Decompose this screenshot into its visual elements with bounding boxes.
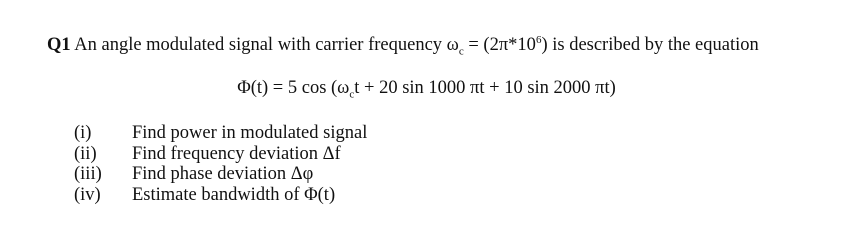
question-text-before: An angle modulated signal with carrier frequency ω xyxy=(70,35,459,55)
sub-question-1 xyxy=(74,123,367,144)
equation-text-after: t + 20 sin 1000 πt + 10 sin 2000 πt) xyxy=(354,78,616,98)
exponent-superscript: 6 xyxy=(535,33,542,46)
sub-question-text: Find phase deviation Δφ xyxy=(132,164,314,184)
sub-question-2 xyxy=(74,144,367,165)
equation-text-before: Φ(t) = 5 cos (ω xyxy=(237,78,350,98)
sub-question-number: (iii) xyxy=(74,164,102,184)
sub-question-text: Find frequency deviation Δf xyxy=(132,143,341,164)
carrier-subscript: c xyxy=(458,45,464,58)
sub-question-text: Find power in modulated signal xyxy=(132,123,368,143)
question-text-after: ) is described by the equation xyxy=(541,35,759,55)
sub-question-number: (i) xyxy=(74,123,92,143)
sub-question-4 xyxy=(74,185,367,206)
equation-subscript: c xyxy=(349,88,355,101)
sub-question-3 xyxy=(74,164,367,185)
sub-question-text: Estimate bandwidth of Φ(t) xyxy=(132,184,336,205)
question-number: Q1 xyxy=(47,35,71,55)
sub-question-number: (ii) xyxy=(74,143,97,164)
signal-equation xyxy=(0,76,847,100)
sub-question-number: (iv) xyxy=(74,184,101,205)
question-statement xyxy=(47,33,837,57)
sub-question-list xyxy=(74,123,367,205)
question-text-mid: = (2π*10 xyxy=(463,35,536,55)
